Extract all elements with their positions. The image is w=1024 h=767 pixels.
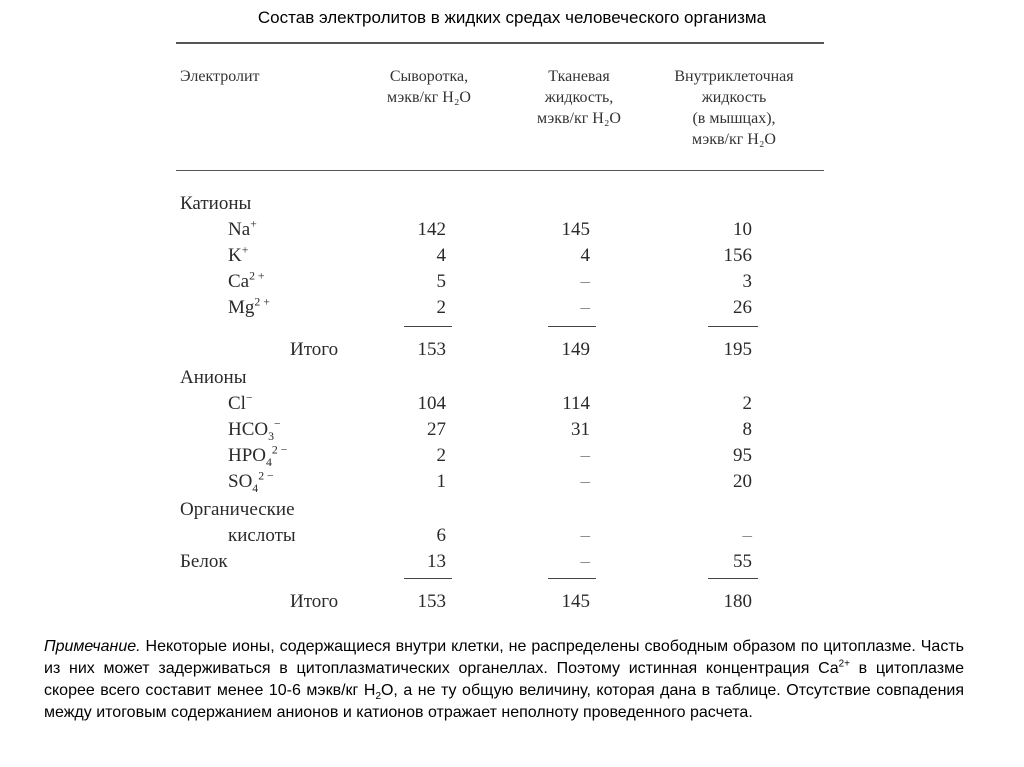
na-serum: 142 [417, 219, 446, 240]
sum-rule-serum [404, 326, 452, 327]
electrolyte-table [176, 40, 828, 630]
anions-total-serum: 153 [417, 591, 446, 612]
ion-k: K+ [228, 243, 249, 266]
note-text-1: Некоторые ионы, содержащиеся внутри клетки, не распределены свободным образом по цитоплазме. Часть из них может задерживаться в цитоплазматических органеллах. Поэтому истинная концентрация Ca [44, 638, 964, 677]
header-tissue-fluid: Тканевая жидкость, мэкв/кг H₂O [537, 68, 621, 127]
ca-tissue: – [580, 271, 590, 292]
mg-intracellular: 26 [733, 297, 752, 318]
k-intracellular: 156 [723, 245, 752, 266]
protein-tissue: – [580, 551, 590, 572]
ion-so4: $SO_4^{2 -}$ [228, 469, 274, 495]
section-anions: Анионы [180, 367, 247, 388]
hpo4-serum: 2 [436, 445, 446, 466]
note-h2o-sub: 2 [375, 691, 381, 703]
organic-serum: 6 [436, 525, 446, 546]
note-text-3: O, а не ту общую величину, которая дана в таблице. Отсутствие совпадения между итоговым содержанием анионов и катионов отражает неполноту проведенного расчета. [44, 682, 965, 721]
hpo4-intracellular: 95 [733, 445, 752, 466]
sum-rule-intracellular-2 [708, 578, 758, 579]
ion-hco3: $HCO_3^-$ [228, 417, 281, 443]
anions-total-label: Итого [290, 591, 339, 612]
protein-intracellular: 55 [733, 551, 752, 572]
protein-serum: 13 [427, 551, 446, 572]
ion-mg: $Mg^{2 +}$ [228, 295, 270, 318]
ion-cl: Cl− [228, 391, 253, 414]
cations-total-tissue: 149 [561, 339, 590, 360]
k-serum: 4 [436, 245, 446, 266]
hco3-intracellular: 8 [742, 419, 752, 440]
cations-total-label: Итого [290, 339, 339, 360]
section-cations: Катионы [180, 193, 252, 214]
hpo4-tissue: – [580, 445, 590, 466]
cl-intracellular: 2 [742, 393, 752, 414]
ca-intracellular: 3 [742, 271, 752, 292]
ion-ca: $Ca^{2 +}$ [228, 269, 265, 292]
note-lead: Примечание. [44, 638, 141, 655]
so4-intracellular: 20 [733, 471, 752, 492]
organic-intracellular: – [742, 525, 752, 546]
sum-rule-serum-2 [404, 578, 452, 579]
cl-serum: 104 [417, 393, 446, 414]
k-tissue: 4 [580, 245, 590, 266]
header-electrolyte: Электролит [180, 68, 260, 85]
organic-acids-label-1: Органические [180, 499, 295, 520]
note-text-2: в цитоплазме скорее всего составит менее 10-6 мэкв/кг H [44, 660, 964, 699]
organic-tissue: – [580, 525, 590, 546]
ion-hpo4: $HPO_4^{2 -}$ [228, 443, 288, 469]
mg-tissue: – [580, 297, 590, 318]
table-top-rule [176, 42, 824, 44]
note-ca-charge: 2+ [838, 658, 850, 670]
sum-rule-intracellular [708, 326, 758, 327]
sum-rule-tissue [548, 326, 596, 327]
so4-serum: 1 [436, 471, 446, 492]
header-serum: Сыворотка, мэкв/кг H₂O [387, 68, 471, 106]
cations-total-serum: 153 [417, 339, 446, 360]
sum-rule-tissue-2 [548, 578, 596, 579]
hco3-serum: 27 [427, 419, 446, 440]
anions-total-tissue: 145 [561, 591, 590, 612]
protein-label: Белок [180, 551, 228, 572]
ion-na: Na+ [228, 217, 257, 240]
anions-total-intracellular: 180 [723, 591, 752, 612]
table-note [44, 636, 964, 724]
ca-serum: 5 [436, 271, 446, 292]
hco3-tissue: 31 [571, 419, 590, 440]
header-bottom-rule [176, 170, 824, 171]
na-tissue: 145 [561, 219, 590, 240]
header-intracellular: Внутриклеточная жидкость (в мышцах), мэкв/кг H₂O [674, 68, 794, 148]
cations-total-intracellular: 195 [723, 339, 752, 360]
cl-tissue: 114 [562, 393, 590, 414]
page-title: Состав электролитов в жидких средах человеческого организма [257, 8, 767, 27]
na-intracellular: 10 [733, 219, 752, 240]
mg-serum: 2 [436, 297, 446, 318]
organic-acids-label-2: кислоты [228, 525, 296, 546]
so4-tissue: – [580, 471, 590, 492]
